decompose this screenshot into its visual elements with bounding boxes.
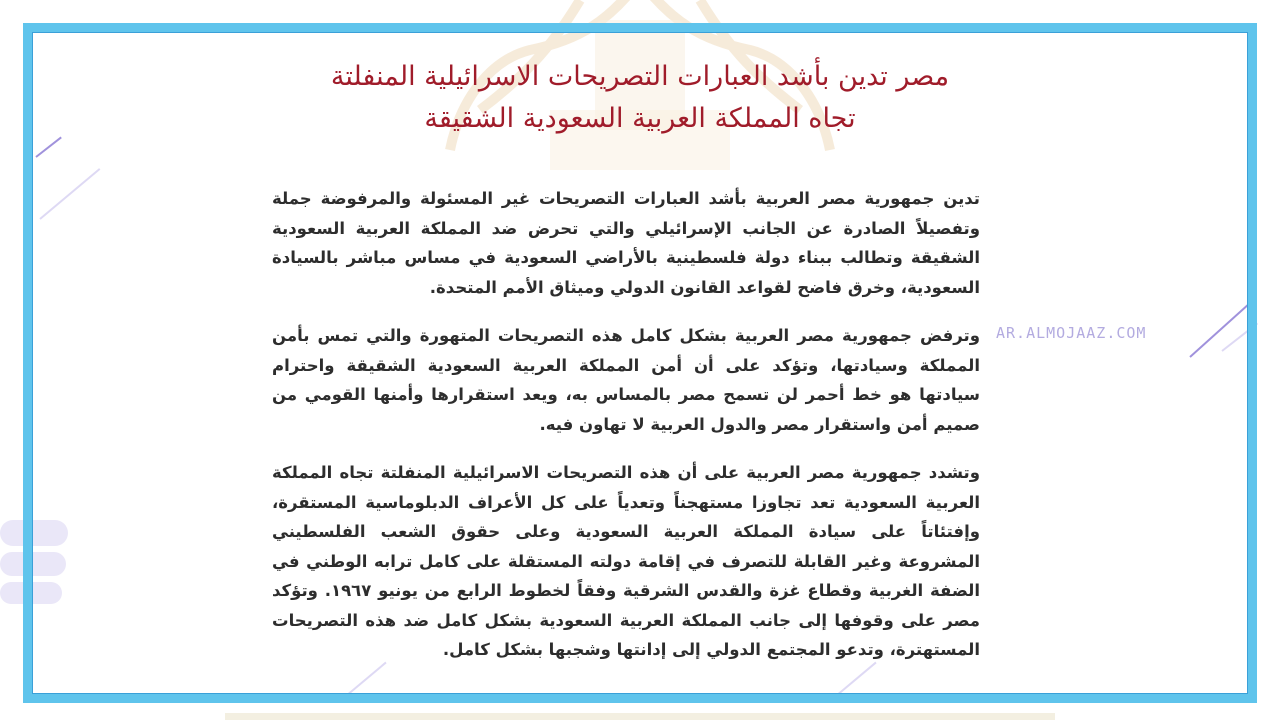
bottom-strip <box>225 713 1055 720</box>
paragraph: وترفض جمهورية مصر العربية بشكل كامل هذه التصريحات المتهورة والتي تمس بأمن المملكة وسيادتها، وتؤكد على أن أمن المملكة العربية السعودية الشقيقة واحترام سيادتها هو خط أحمر لن تسمح مصر بالمساس به، ويعد استقرارها وأمنها القومي من صميم أمن واستقرار مصر والدول العربية لا تهاون فيه. <box>272 326 980 434</box>
page-title <box>290 56 990 140</box>
title-line: تجاه المملكة العربية السعودية الشقيقة <box>424 103 856 134</box>
paragraph: تدين جمهورية مصر العربية بأشد العبارات التصريحات غير المسئولة والمرفوضة جملة وتفصيلاً الصادرة عن الجانب الإسرائيلي والتي تحرض ضد المملكة العربية السعودية الشقيقة وتطالب ببناء دولة فلسطينية بالأراضي السعودية في مساس مباشر بالسيادة السعودية، وخرق فاضح لقواعد القانون الدولي وميثاق الأمم المتحدة. <box>272 189 980 297</box>
statement-body <box>272 184 980 684</box>
title-line: مصر تدين بأشد العبارات التصريحات الاسرائيلية المنفلتة <box>330 61 950 92</box>
paragraph: وتشدد جمهورية مصر العربية على أن هذه التصريحات الاسرائيلية المنفلتة تجاه المملكة العربية السعودية تعد تجاوزا مستهجناً وتعدياً على كل الأعراف الدبلوماسية المستقرة، وإفتئاتاً على سيادة المملكة العربية السعودية وعلى حقوق الشعب الفلسطيني المشروعة وغير القابلة للتصرف في إقامة دولته المستقلة على كامل ترابه الوطني في الضفة الغربية وقطاع غزة والقدس الشرقية وفقاً لخطوط الرابع من يونيو ١٩٦٧. وتؤكد مصر على وقوفها إلى جانب المملكة العربية السعودية بشكل كامل ضد هذه التصريحات المستهترة، وتدعو المجتمع الدولي إلى إدانتها وشجبها بشكل كامل. <box>272 463 981 659</box>
site-watermark: AR.ALMOJAAZ.COM <box>996 324 1147 342</box>
